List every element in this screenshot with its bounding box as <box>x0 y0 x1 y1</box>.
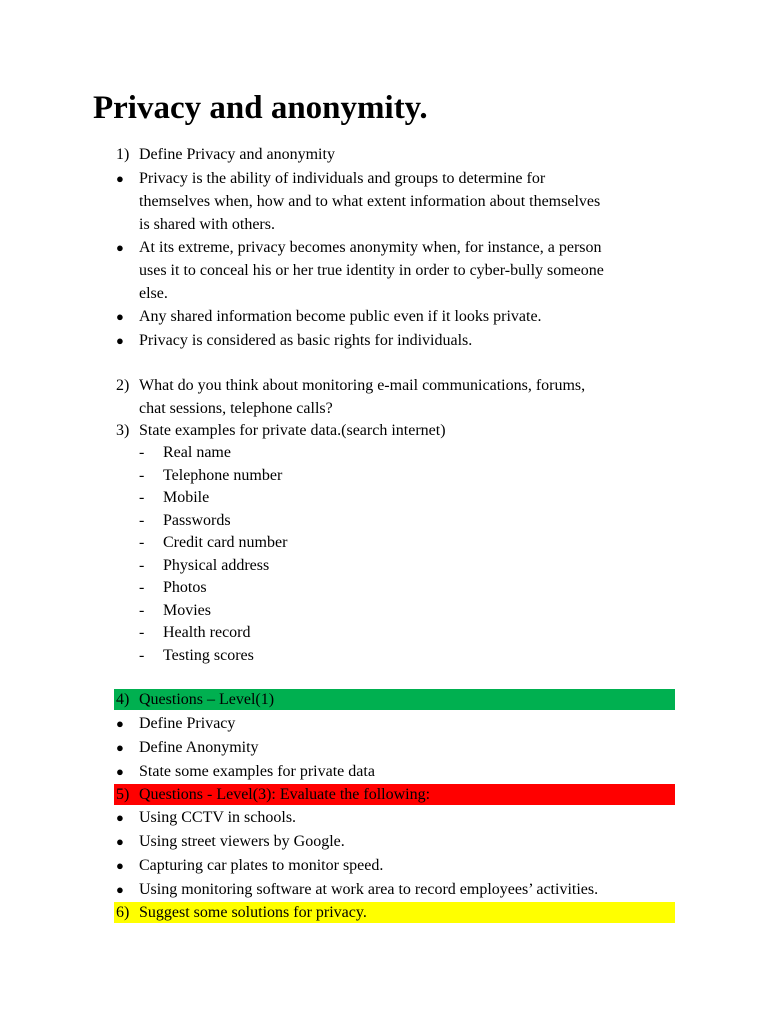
section1-heading: Define Privacy and anonymity <box>139 146 335 163</box>
section5-bullet: Using street viewers by Google. <box>139 833 345 850</box>
dash-marker: - <box>139 512 145 529</box>
section1-bullet1-line3: is shared with others. <box>139 216 275 233</box>
section1-number: 1) <box>116 146 130 163</box>
bullet-icon: ● <box>116 740 124 755</box>
private-data-item: Mobile <box>163 489 210 506</box>
section6-number: 6) <box>116 904 130 921</box>
private-data-item: Health record <box>163 624 251 641</box>
section1-bullet2-line2: uses it to conceal his or her true identity in order to cyber-bully someone <box>139 262 604 279</box>
dash-marker: - <box>139 444 145 461</box>
dash-marker: - <box>139 557 145 574</box>
section3-heading: State examples for private data.(search internet) <box>139 422 446 439</box>
bullet-icon: ● <box>116 834 124 849</box>
section4-heading: Questions – Level(1) <box>139 691 275 708</box>
section5-bullet: Capturing car plates to monitor speed. <box>139 857 384 874</box>
dash-marker: - <box>139 602 145 619</box>
section5-bullet: Using CCTV in schools. <box>139 809 297 826</box>
private-data-item: Physical address <box>163 557 270 574</box>
dash-marker: - <box>139 647 145 664</box>
private-data-item: Movies <box>163 602 211 619</box>
bullet-icon: ● <box>116 716 124 731</box>
bullet-icon: ● <box>116 240 124 255</box>
section6-heading: Suggest some solutions for privacy. <box>139 904 367 921</box>
dash-marker: - <box>139 534 145 551</box>
section2-line1: What do you think about monitoring e-mail communications, forums, <box>139 377 586 394</box>
section1-bullet3: Any shared information become public even if it looks private. <box>139 308 542 325</box>
page-title: Privacy and anonymity. <box>93 90 428 126</box>
private-data-item: Testing scores <box>163 647 254 664</box>
section1-bullet4: Privacy is considered as basic rights for individuals. <box>139 332 473 349</box>
dash-marker: - <box>139 467 145 484</box>
bullet-icon: ● <box>116 309 124 324</box>
section4-bullet: Define Anonymity <box>139 739 259 756</box>
section3-number: 3) <box>116 422 130 439</box>
private-data-item: Credit card number <box>163 534 288 551</box>
section1-bullet1-line2: themselves when, how and to what extent information about themselves <box>139 193 601 210</box>
bullet-icon: ● <box>116 810 124 825</box>
section5-number: 5) <box>116 786 130 803</box>
section4-number: 4) <box>116 691 130 708</box>
bullet-icon: ● <box>116 764 124 779</box>
section2-number: 2) <box>116 377 130 394</box>
bullet-icon: ● <box>116 333 124 348</box>
bullet-icon: ● <box>116 858 124 873</box>
private-data-item: Photos <box>163 579 207 596</box>
section1-bullet2-line1: At its extreme, privacy becomes anonymity when, for instance, a person <box>139 239 602 256</box>
section4-bullet: Define Privacy <box>139 715 236 732</box>
section1-bullet1-line1: Privacy is the ability of individuals and groups to determine for <box>139 170 546 187</box>
private-data-item: Real name <box>163 444 231 461</box>
dash-marker: - <box>139 489 145 506</box>
dash-marker: - <box>139 579 145 596</box>
section4-bullet: State some examples for private data <box>139 763 375 780</box>
bullet-icon: ● <box>116 882 124 897</box>
private-data-item: Telephone number <box>163 467 283 484</box>
bullet-icon: ● <box>116 171 124 186</box>
private-data-item: Passwords <box>163 512 231 529</box>
section2-line2: chat sessions, telephone calls? <box>139 400 333 417</box>
section5-heading: Questions - Level(3): Evaluate the following: <box>139 786 431 803</box>
section5-bullet: Using monitoring software at work area to record employees’ activities. <box>139 881 599 898</box>
section1-bullet2-line3: else. <box>139 285 168 302</box>
dash-marker: - <box>139 624 145 641</box>
